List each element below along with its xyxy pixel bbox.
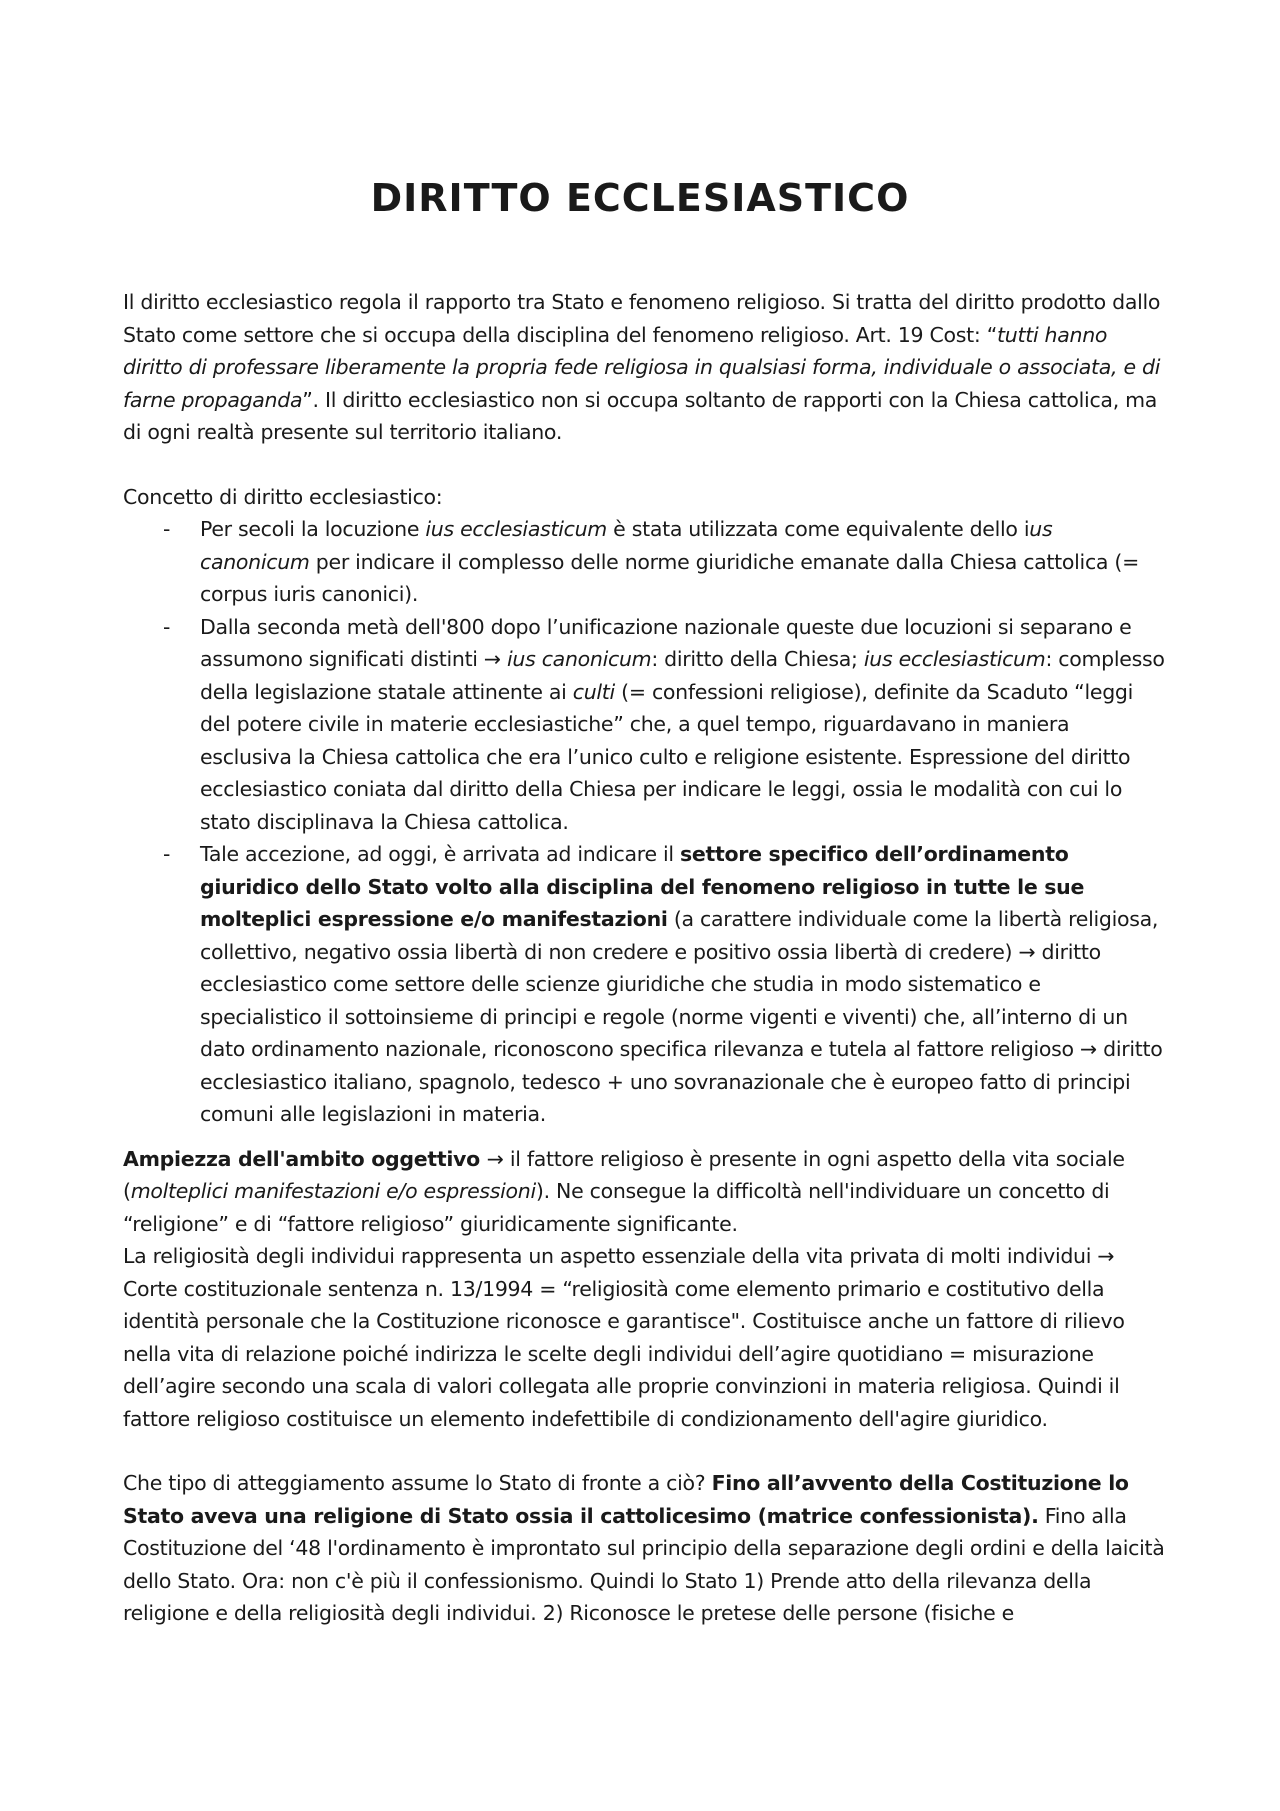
list-item <box>123 513 1165 611</box>
italic-term: culti <box>572 679 615 704</box>
text-run: è stata utilizzata come equivalente dello i <box>606 517 1030 541</box>
bold-definition: settore specifico dell’ordinamento giuridico dello Stato volto alla disciplina del fenomeno religioso in tutte le sue molteplici espressione e/o manifestazioni <box>200 842 1085 931</box>
document-body <box>123 286 1165 1630</box>
text-run: diritto ecclesiastico italiano, spagnolo, tedesco + uno sovranazionale che è europeo fatto di principi comuni alle legislazioni in materia. <box>200 1037 1163 1126</box>
concept-heading: Concetto di diritto ecclesiastico: <box>123 484 443 509</box>
text-run: Dalla seconda metà dell'800 dopo l’unificazione nazionale queste due locuzioni si separano e assumono significati distinti <box>200 614 1132 671</box>
document-title: DIRITTO ECCLESIASTICO <box>370 176 910 220</box>
text-run: La religiosità degli individui rappresenta un aspetto essenziale della vita privata di molti individui <box>123 1244 1098 1268</box>
italic-term: ius ecclesiasticum <box>425 517 607 541</box>
constitution-quote: tutti hanno diritto di professare liberamente la propria fede religiosa in qualsiasi forma, individuale o associata, e di farne propaganda <box>123 322 1161 412</box>
arrow-right-icon: → <box>486 1146 504 1171</box>
text-run: (= confessioni religiose), definite da Scaduto “leggi del potere civile in materie ecclesiastiche” che, a quel tempo, riguardavano in maniera esclusiva la Chiesa cattolica che era l’unico culto e religione esistente. Espressione del diritto ecclesiastico coniata dal diritto della Chiesa per indicare le leggi, ossia le modalità con cui lo stato disciplinava la Chiesa cattolica. <box>200 679 1134 834</box>
intro-text-2: ”. Il diritto ecclesiastico non si occupa soltanto de rapporti con la Chiesa cattolica, ma di ogni realtà presente sul territorio italiano. <box>123 387 1158 444</box>
arrow-right-icon: → <box>1097 1244 1115 1268</box>
arrow-right-icon: → <box>1018 939 1036 964</box>
text-run: : diritto della Chiesa; <box>651 647 864 671</box>
arrow-right-icon: → <box>483 647 501 671</box>
text-run: il fattore religioso è presente in ogni aspetto della vita sociale ( <box>123 1146 1125 1203</box>
paragraph-spacer <box>123 1131 1165 1143</box>
text-run: Fino alla Costituzione del ‘48 l'ordinamento è improntato sul principio della separazione degli ordini e della laicità dello Stato. Ora: non c'è più il confessionismo. Quindi lo Stato 1) Prende atto della rilevanza della religione e della religiosità degli individui. 2) Riconosce le pretese delle persone (fisiche e <box>123 1503 1165 1625</box>
text-run: Che tipo di atteggiamento assume lo Stato di fronte a ciò? <box>123 1471 712 1495</box>
state-paragraph <box>123 1467 1165 1630</box>
scope-paragraph <box>123 1143 1165 1241</box>
text-run: : complesso della legislazione statale attinente ai <box>200 647 1165 704</box>
religiosity-paragraph <box>123 1240 1165 1435</box>
bold-statement: Fino all’avvento della Costituzione lo Stato aveva una religione di Stato ossia il cattolicesimo (matrice confessionista). <box>123 1471 1129 1528</box>
text-run: Corte costituzionale sentenza n. 13/1994 = “religiosità come elemento primario e costitutivo della identità personale che la Costituzione riconosce e garantisce". Costituisce anche un fattore di rilievo nella vita di relazione poiché indirizza le scelte degli individui dell’agire quotidiano = misurazione dell’agire secondo una scala di valori collegata alle proprie convinzioni in materia religiosa. Quindi il fattore religioso costituisce un elemento indefettibile di condizionamento dell'agire giuridico. <box>123 1276 1125 1431</box>
list-item <box>123 611 1165 839</box>
list-item <box>123 838 1165 1131</box>
concept-list <box>123 513 1165 1131</box>
bold-heading: Ampiezza dell'ambito oggettivo <box>123 1146 487 1171</box>
italic-term: ius canonicum <box>507 647 652 671</box>
text-run: (a carattere individuale come la libertà religiosa, collettivo, negativo ossia libertà di non credere e positivo ossia libertà di credere) <box>200 907 1159 964</box>
paragraph-spacer <box>123 1435 1165 1467</box>
paragraph-spacer <box>123 449 1165 481</box>
italic-term: us canonicum <box>200 517 1053 574</box>
text-run: Tale accezione, ad oggi, è arrivata ad indicare il <box>200 842 680 866</box>
intro-text-1: Il diritto ecclesiastico regola il rapporto tra Stato e fenomeno religioso. Si tratta del diritto prodotto dallo Stato come settore che si occupa della disciplina del fenomeno religioso. Art. 19 Cost: “ <box>123 290 1161 347</box>
text-run: diritto ecclesiastico come settore delle scienze giuridiche che studia in modo sistematico e specialistico il sottoinsieme di principi e regole (norme vigenti e viventi) che, all’interno di un dato ordinamento nazionale, riconoscono specifica rilevanza e tutela al fattore religioso <box>200 939 1128 1061</box>
italic-term: molteplici manifestazioni e/o espressioni <box>130 1179 536 1203</box>
intro-paragraph <box>123 286 1165 449</box>
text-run: ). Ne consegue la difficoltà nell'individuare un concetto di “religione” e di “fattore religioso” giuridicamente significante. <box>123 1179 1110 1236</box>
italic-term: ius ecclesiasticum <box>863 647 1046 671</box>
arrow-right-icon: → <box>1080 1037 1097 1061</box>
text-run: Per secoli la locuzione <box>200 517 426 541</box>
text-run: per indicare il complesso delle norme giuridiche emanate dalla Chiesa cattolica (= corpus iuris canonici). <box>200 549 1139 606</box>
